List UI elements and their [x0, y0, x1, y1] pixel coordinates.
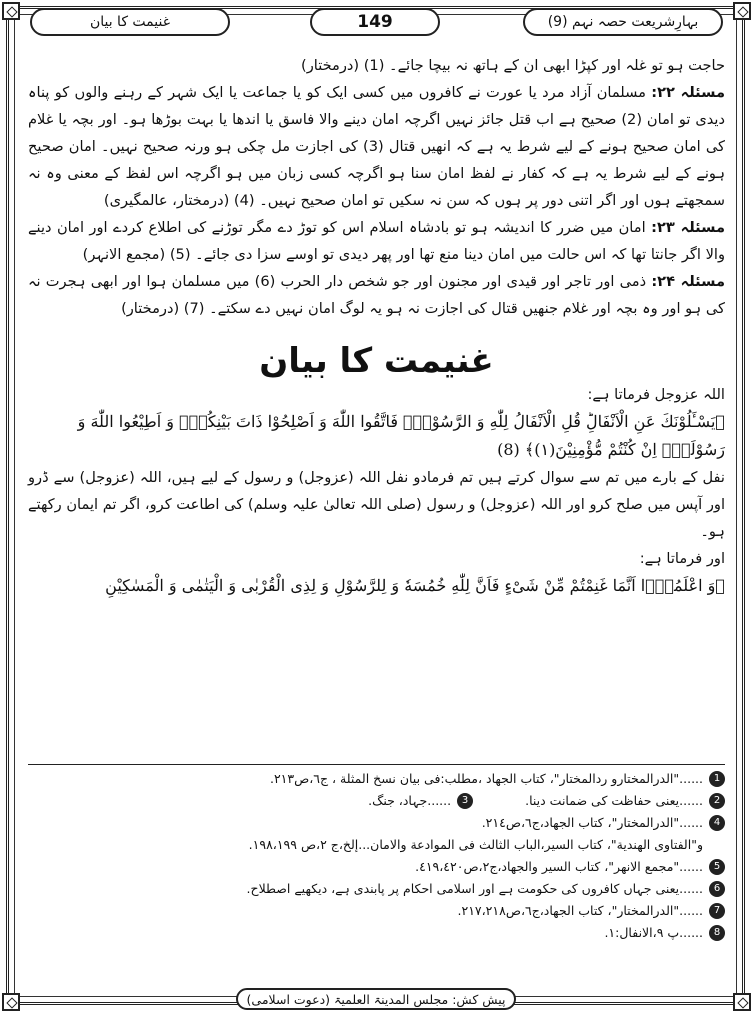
footnote-text: ......"الدرالمختارو ردالمختار"، کتاب الجهاد ،مطلب:فی بیان نسخ المثلة ، ج٦،ص٢١٣.: [269, 771, 703, 786]
page-body: [28, 52, 725, 600]
footnote-number: 4: [709, 815, 725, 831]
translation: نفل کے بارے میں تم سے سوال کرتے ہیں تم فرمادو نفل اللہ (عزوجل) و رسول کے لیے ہیں، اللہ (عزوجل) سے ڈرو اور آپس میں صلح کرو اور اللہ (عزوجل) و رسول (صلی اللہ تعالیٰ علیہ وسلم) کی اطاعت کرو، اگر تم ایمان رکھتے ہو۔: [28, 469, 725, 540]
footnote-number: 7: [709, 903, 725, 919]
masala-23: [28, 214, 725, 268]
footnote-divider: [28, 764, 725, 765]
footnote-number: 8: [709, 925, 725, 941]
footnote-continuation: و"الفتاوی الهندية"، کتاب السير،الباب الثالث فی الموادعة والامان...إلخ،ج ٢،ص ١٩٨،١٩٩.: [248, 837, 703, 852]
footnote: [28, 856, 725, 878]
footnote-number: 1: [709, 771, 725, 787]
footnote: [28, 768, 725, 790]
paragraph: حاجت ہو تو غلہ اور کپڑا ابھی ان کے ہاتھ نہ بیچا جائے۔ (1) (درمختار): [301, 57, 725, 74]
footnote-text: ......یعنی حفاظت کی ضمانت دینا.: [525, 793, 703, 808]
chapter-title-label: غنیمت کا بیان: [30, 8, 230, 36]
masala-24: [28, 268, 725, 322]
intro-line: اللہ عزوجل فرماتا ہے:: [587, 386, 725, 403]
corner-ornament-icon: [733, 993, 751, 1011]
footnote: [28, 790, 725, 812]
footnote-text: ......"الدرالمختار"، کتاب الجهاد،ج٦،ص٢١٤.: [481, 815, 703, 830]
book-title-label: بہارِشریعت حصہ نہم (9): [523, 8, 723, 36]
footnote: [28, 878, 725, 900]
masala-label: مسئلہ ۲۲:: [651, 84, 726, 101]
masala-label: مسئلہ ۲۴:: [651, 273, 725, 290]
masala-22: [28, 79, 725, 214]
quran-verse: ﴿يَسْـَٔلُوْنَكَ عَنِ الْاَنْفَالِؕ قُلِ الْاَنْفَالُ لِلّٰهِ وَ الرَّسُوْلِۚ فَاتَّقُوا اللّٰهَ وَ اَصْلِحُوْا ذَاتَ بَیْنِكُمْ۪ وَ اَطِیْعُوا اللّٰهَ وَ رَسُوْلَهٗۤ اِنْ كُنْتُمْ مُّؤْمِنِیْنَ(۱)﴾ (8): [77, 412, 725, 459]
publisher-label: پیش کش: مجلس المدینۃ العلمیۃ (دعوت اسلامی): [236, 988, 516, 1010]
corner-ornament-icon: [2, 993, 20, 1011]
footnote: [28, 922, 725, 944]
footnote-text: ......پ ٩،الانفال:١.: [604, 925, 703, 940]
section-heading: غنیمت کا بیان: [259, 341, 494, 381]
footnote-number: 5: [709, 859, 725, 875]
masala-text: امان میں ضرر کا اندیشہ ہو تو بادشاہ اسلام اس کو توڑ دے مگر توڑنے کی اطلاع کردے اور امان دینے والا اگر جانتا تھا کہ اس حالت میں امان دینا منع تھا اور پھر دیدی تو اوسے سزا دی جائے۔ (5) (مجمع الانہر): [28, 219, 725, 263]
footnote-text: ......"الدرالمختار"، کتاب الجهاد،ج٦،ص٢١٧،٢١٨.: [457, 903, 703, 918]
page-number: 149: [310, 8, 440, 36]
corner-ornament-icon: [2, 2, 20, 20]
footnote-number: 6: [709, 881, 725, 897]
footnote-number: 3: [457, 793, 473, 809]
footnote-text: ......جہاد، جنگ.: [368, 793, 452, 808]
intro-line: اور فرماتا ہے:: [639, 550, 725, 567]
corner-ornament-icon: [733, 2, 751, 20]
footnote: [28, 812, 725, 834]
footnote-text: ......یعنی جہاں کافروں کی حکومت ہے اور اسلامی احکام پر پابندی ہے، دیکھیے اصطلاح.: [246, 881, 703, 896]
masala-text: ذمی اور تاجر اور قیدی اور مجنون اور جو شخص دار الحرب (6) میں مسلمان ہوا اور ابھی ہجرت نہ کی ہو اور وہ بچہ اور غلام جنھیں قتال کی اجازت نہ ہو یہ لوگ امان نہیں دے سکتے۔ (7) (درمختار): [28, 273, 725, 317]
footnotes: [28, 768, 725, 944]
quran-verse: ﴿وَ اعْلَمُوْۤا اَنَّمَا غَنِمْتُمْ مِّنْ شَیْءٍ فَاَنَّ لِلّٰهِ خُمُسَهٗ وَ لِلرَّسُوْلِ وَ لِذِی الْقُرْبٰى وَ الْیَتٰمٰى وَ الْمَسٰكِیْنِ: [105, 576, 725, 595]
footnote-text: ......"مجمع الانهر"، کتاب السير والجهاد،ج٢،ص٤١٩،٤٢٠.: [415, 859, 703, 874]
footnote: [28, 900, 725, 922]
masala-text: مسلمان آزاد مرد یا عورت نے کافروں میں کسی ایک کو یا جماعت یا ایک شہر کے رہنے والوں کو پناہ دیدی تو امان (2) صحیح ہے اب قتل جائز نہیں اگرچہ امان دینے والا فاسق یا اندھا یا بہت بوڑھا ہو۔ اور بچہ یا غلام کی امان صحیح ہونے کے لیے شرط یہ ہے کہ انھیں قتال (3) کی اجازت مل چکی ہو ورنہ صحیح نہیں۔ امان صحیح ہونے کے لیے شرط یہ ہے کہ کفار نے لفظ امان سنا ہو اگرچہ کسی زبان میں ہو اگرچہ اس لفظ کے معنی وہ نہ سمجھتے ہوں اور اگر اتنی دور پر ہوں کہ سن نہ سکیں تو امان صحیح نہیں۔ (4) (درمختار، عالمگیری): [28, 84, 725, 209]
masala-label: مسئلہ ۲۳:: [651, 219, 726, 236]
footnote-number: 2: [709, 793, 725, 809]
